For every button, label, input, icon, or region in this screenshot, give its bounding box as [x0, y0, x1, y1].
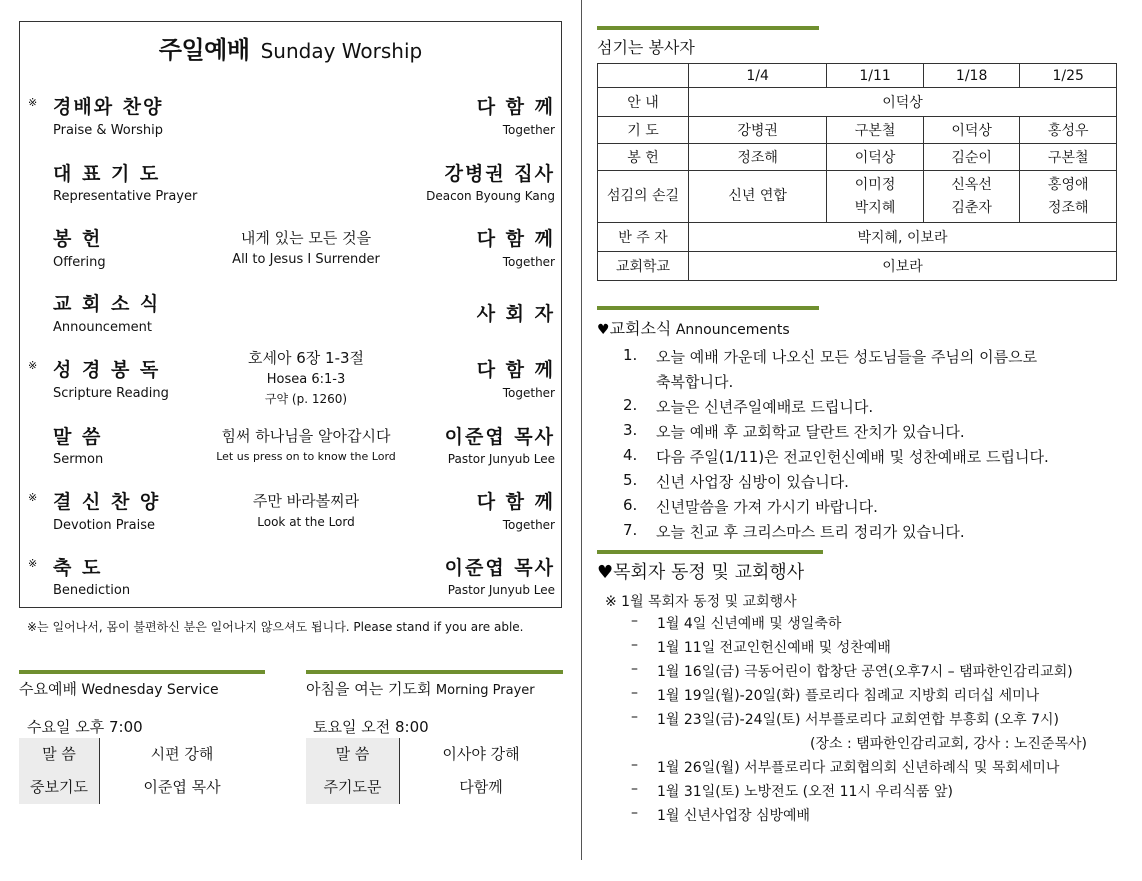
stand-note: ※는 일어나서, 몸이 불편하신 분은 일어나지 않으셔도 됩니다. Please stand if you are able. [27, 620, 524, 634]
section-bar [19, 670, 265, 674]
hymn-title-ko: 내게 있는 모든 것을 [240, 229, 372, 247]
row-val: 다함께 [459, 778, 503, 796]
table-row [598, 252, 1117, 281]
table-row [598, 88, 1117, 117]
item-leader-en: Together [502, 255, 555, 269]
wednesday-title [19, 678, 219, 699]
item-title-en: Benediction [53, 583, 131, 598]
cell: 정조해 [689, 144, 827, 171]
scripture-ref-ko: 호세아 6장 1-3절 [247, 349, 365, 367]
row-key: 주기도문 [306, 771, 399, 804]
worship-title-en: Sunday Worship [260, 39, 423, 63]
worship-title-ko: 주일예배 [158, 36, 250, 64]
row-val: 이사야 강해 [442, 745, 520, 763]
item-text: 오늘 예배 가운데 나오신 모든 성도님들을 주님의 이름으로 [656, 348, 1038, 366]
row-label: 섬김의 손길 [598, 171, 689, 223]
heart-icon: ♥ [597, 322, 610, 338]
event-dash: – [631, 805, 638, 821]
item-detail [180, 490, 432, 529]
scripture-ref-en: Hosea 6:1-3 [266, 372, 346, 387]
table-row [598, 117, 1117, 144]
item-title-ko: 결 신 찬 양 [53, 491, 161, 513]
cell [923, 171, 1020, 223]
stand-mark: ※ [28, 359, 38, 372]
event-dash: – [631, 709, 638, 725]
wednesday-time: 수요일 오후 7:00 [27, 718, 143, 736]
row-val: 이준엽 목사 [143, 778, 221, 796]
cell: 김순이 [923, 144, 1020, 171]
event-item: 1월 23일(금)-24일(토) 서부플로리다 교회연합 부흥회 (오후 7시) [657, 712, 1059, 728]
item-leader-ko: 강병권 집사 [444, 163, 555, 185]
item-text: 신년말씀을 가져 가시기 바랍니다. [656, 498, 878, 516]
item-leader-en: Together [502, 518, 555, 532]
event-item: 1월 신년사업장 심방예배 [657, 808, 811, 824]
section-bar [597, 306, 819, 310]
pastor-subtitle: ※ 1월 목회자 동정 및 교회행사 [605, 594, 797, 610]
item-title-en: Scripture Reading [53, 386, 169, 401]
announcements-title [597, 316, 790, 339]
cell: 이덕상 [689, 88, 1117, 117]
item-title-ko: 교 회 소 식 [53, 293, 161, 315]
cell-line: 신옥선 [951, 176, 992, 193]
cell: 강병권 [689, 117, 827, 144]
sermon-title-en: Let us press on to know the Lord [216, 450, 396, 463]
item-title-en: Sermon [53, 452, 104, 467]
item-text: 축복합니다. [656, 373, 734, 391]
item-number: 2. [623, 396, 638, 414]
event-item: 1월 4일 신년예배 및 생일축하 [657, 616, 842, 632]
row-val: 시편 강해 [150, 745, 214, 763]
event-item: 1월 11일 전교인헌신예배 및 성찬예배 [657, 640, 891, 656]
item-leader-ko: 다 함 께 [476, 491, 555, 513]
item-number: 6. [623, 496, 638, 514]
row-key: 중보기도 [19, 771, 99, 804]
item-leader-en: Deacon Byoung Kang [426, 189, 555, 203]
event-item: 1월 19일(월)-20일(화) 플로리다 침례교 지방회 리더십 세미나 [657, 688, 1040, 704]
sermon-title-ko: 힘써 하나님을 알아갑시다 [221, 427, 391, 445]
wednesday-title-ko: 수요예배 [19, 680, 77, 698]
page-divider [581, 0, 582, 860]
hymn-title-ko: 주만 바라볼찌라 [252, 492, 360, 510]
item-leader-ko: 이준엽 목사 [444, 557, 555, 579]
event-item-detail: (장소 : 탬파한인감리교회, 강사 : 노진준목사) [810, 736, 1087, 752]
item-leader-en: Together [502, 123, 555, 137]
sunday-worship-order [19, 21, 562, 608]
row-label: 반 주 자 [598, 223, 689, 252]
event-item: 1월 16일(금) 극동어린이 합창단 공연(오후7시 – 탬파한인감리교회) [657, 664, 1073, 680]
morning-title-en: Morning Prayer [435, 683, 535, 698]
item-leader-en: Together [502, 386, 555, 400]
wednesday-row [19, 738, 265, 771]
cell: 구본철 [827, 117, 924, 144]
item-text: 신년 사업장 심방이 있습니다. [656, 473, 849, 491]
stand-mark: ※ [28, 491, 38, 504]
event-dash: – [631, 661, 638, 677]
date-header: 1/4 [689, 64, 827, 88]
item-number: 7. [623, 521, 638, 539]
event-item: 1월 26일(월) 서부플로리다 교회협의회 신년하례식 및 목회세미나 [657, 760, 1060, 776]
cell-line: 박지혜 [854, 199, 896, 216]
morning-row [306, 771, 563, 804]
hymn-title-en: Look at the Lord [257, 515, 355, 529]
item-leader-en: Pastor Junyub Lee [447, 452, 555, 466]
row-key: 말 씀 [19, 738, 99, 771]
item-detail [180, 425, 432, 463]
announcements-title-ko: 교회소식 [609, 319, 672, 338]
table-divider [99, 738, 100, 804]
table-row [598, 144, 1117, 171]
item-text: 오늘은 신년주일예배로 드립니다. [656, 398, 874, 416]
worship-title [20, 30, 561, 65]
wednesday-row [19, 771, 265, 804]
section-bar [597, 550, 823, 554]
scripture-page: 구약 (p. 1260) [264, 392, 348, 406]
item-leader-ko: 사 회 자 [476, 303, 555, 325]
item-leader-ko: 이준엽 목사 [444, 426, 555, 448]
table-divider [399, 738, 400, 804]
section-bar [306, 670, 563, 674]
event-dash: – [631, 613, 638, 629]
date-header: 1/25 [1020, 64, 1117, 88]
stand-mark: ※ [28, 557, 38, 570]
item-leader-ko: 다 함 께 [476, 228, 555, 250]
cell-line: 홍영애 [1047, 176, 1089, 193]
cell-line: 신년 연합 [728, 188, 787, 204]
item-number: 1. [623, 346, 638, 364]
item-number: 4. [623, 446, 638, 464]
item-title-en: Devotion Praise [53, 518, 155, 533]
cell: 박지혜, 이보라 [689, 223, 1117, 252]
cell: 이덕상 [923, 117, 1020, 144]
morning-row [306, 738, 563, 771]
event-dash: – [631, 757, 638, 773]
stand-mark: ※ [28, 96, 38, 109]
item-leader-ko: 다 함 께 [476, 96, 555, 118]
volunteers-title: 섬기는 봉사자 [597, 38, 695, 57]
item-title-en: Announcement [53, 320, 152, 335]
item-title-ko: 성 경 봉 독 [53, 359, 161, 381]
item-detail [180, 227, 432, 267]
pastor-title-text: 목회자 동정 및 교회행사 [613, 562, 805, 583]
item-title-ko: 말 씀 [53, 426, 103, 448]
table-row [598, 223, 1117, 252]
cell-line: 김춘자 [951, 199, 992, 216]
table-corner [598, 64, 689, 88]
item-title-en: Offering [53, 255, 106, 270]
cell [827, 171, 924, 223]
item-text: 오늘 예배 후 교회학교 달란트 잔치가 있습니다. [656, 423, 965, 441]
event-dash: – [631, 685, 638, 701]
cell: 이덕상 [827, 144, 924, 171]
event-item: 1월 31일(토) 노방전도 (오전 11시 우리식품 앞) [657, 784, 953, 800]
cell: 홍성우 [1020, 117, 1117, 144]
item-number: 5. [623, 471, 638, 489]
event-dash: – [631, 637, 638, 653]
announcements-title-en: Announcements [675, 322, 790, 338]
date-header: 1/18 [923, 64, 1020, 88]
event-dash: – [631, 781, 638, 797]
item-title-ko: 경배와 찬양 [53, 96, 164, 118]
cell-line: 정조해 [1047, 199, 1089, 216]
wednesday-title-en: Wednesday Service [81, 682, 219, 698]
item-title-en: Representative Prayer [53, 189, 198, 204]
pastor-title [597, 558, 804, 584]
volunteers-table [597, 63, 1117, 281]
row-label: 봉 헌 [598, 144, 689, 171]
table-row [598, 64, 1117, 88]
item-title-en: Praise & Worship [53, 123, 163, 138]
item-detail [180, 347, 432, 407]
cell: 이보라 [689, 252, 1117, 281]
hymn-title-en: All to Jesus I Surrender [232, 252, 380, 267]
section-bar [597, 26, 819, 30]
item-text: 오늘 친교 후 크리스마스 트리 정리가 있습니다. [656, 523, 965, 541]
cell: 구본철 [1020, 144, 1117, 171]
item-title-ko: 축 도 [53, 557, 103, 579]
cell-line: 이미정 [854, 176, 896, 193]
heart-icon: ♥ [597, 562, 614, 583]
item-title-ko: 봉 헌 [53, 228, 103, 250]
date-header: 1/11 [827, 64, 924, 88]
morning-time: 토요일 오전 8:00 [313, 718, 429, 736]
morning-title-ko: 아침을 여는 기도회 [306, 680, 432, 698]
item-title-ko: 대 표 기 도 [53, 163, 161, 185]
morning-title [306, 678, 535, 699]
row-label: 교회학교 [598, 252, 689, 281]
cell [689, 171, 827, 223]
item-leader-en: Pastor Junyub Lee [447, 583, 555, 597]
row-label: 기 도 [598, 117, 689, 144]
item-number: 3. [623, 421, 638, 439]
table-row [598, 171, 1117, 223]
cell [1020, 171, 1117, 223]
row-key: 말 씀 [306, 738, 399, 771]
row-label: 안 내 [598, 88, 689, 117]
item-text: 다음 주일(1/11)은 전교인헌신예배 및 성찬예배로 드립니다. [656, 448, 1049, 466]
item-leader-ko: 다 함 께 [476, 359, 555, 381]
